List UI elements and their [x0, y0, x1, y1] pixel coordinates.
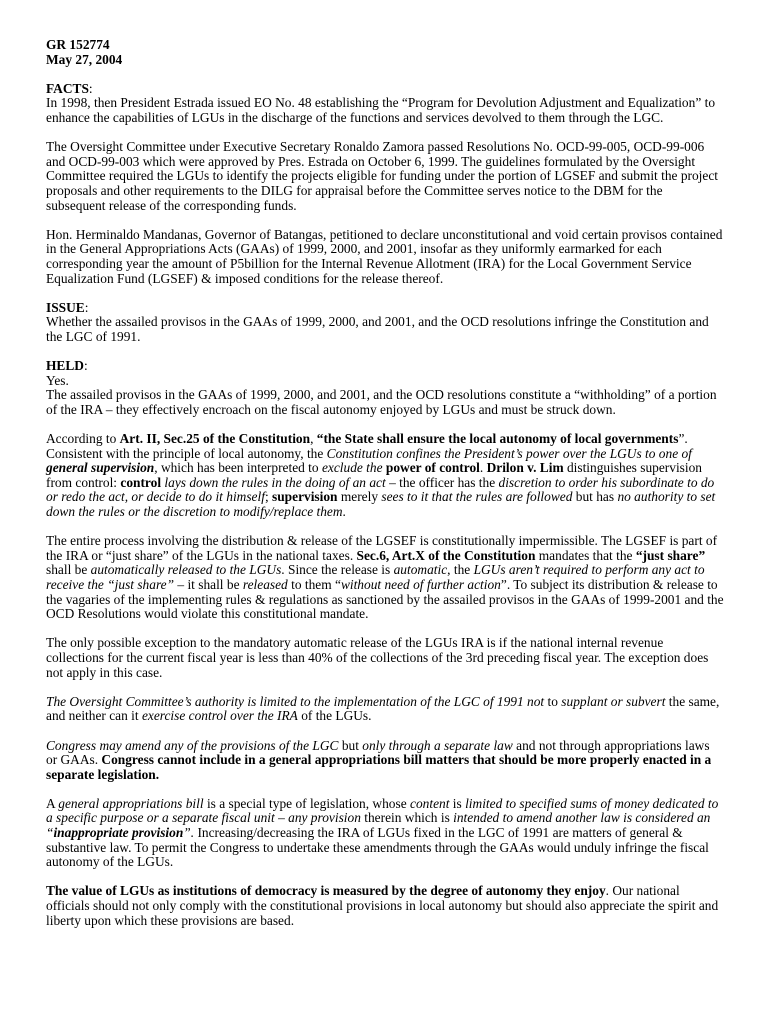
text-run: . Since the release is	[281, 562, 394, 578]
lgsef-paragraph	[46, 534, 724, 622]
italic-run: released	[242, 576, 288, 592]
held-colon: :	[83, 358, 88, 374]
text-run: ,	[310, 431, 317, 447]
text-run: to them “	[287, 576, 341, 592]
autonomy-quote: “the State shall ensure the local autonomy of local governments	[316, 431, 679, 447]
italic-run: LGUs aren’t required to perform any act to receive the “just share”	[46, 562, 705, 592]
appropriations-bill-paragraph	[46, 797, 724, 870]
italic-run: no authority to set down the rules or the discretion to modify/replace them	[46, 489, 716, 519]
italic-run: supplant or subvert	[561, 693, 666, 709]
text-run: ”. To subject its distribution & release to the vagaries of the implementing rules & regulations as sanctioned by the assailed provisos in the GAAs of 1999-2001 and the OCD Resolutions would violate this constitutional mandate.	[46, 576, 724, 622]
facts-label: FACTS	[46, 80, 89, 96]
text-run: and not through appropriations laws or GAAs.	[46, 737, 710, 768]
text-run: is	[449, 795, 466, 811]
text-run: to	[544, 693, 562, 709]
italic-run: without need of further action	[340, 576, 501, 592]
text-run: – it shall be	[174, 576, 243, 592]
italic-run: The Oversight Committee’s authority is limited to the implementation of the LGC of 1991 not	[46, 693, 545, 709]
bold-run: The value of LGUs as institutions of democracy is measured by the degree of autonomy they enjoy	[46, 883, 606, 899]
text-run: ”.	[678, 431, 688, 447]
issue-paragraph: Whether the assailed provisos in the GAAs of 1999, 2000, and 2001, and the OCD resolutions infringe the Constitution and the LGC of 1991.	[46, 314, 709, 344]
italic-run: content	[410, 795, 450, 811]
text-run: mandates that the	[535, 547, 636, 563]
text-run: but has	[572, 489, 618, 505]
italic-run: automatic	[393, 562, 448, 578]
text-run: shall be	[46, 562, 91, 578]
case-number: GR 152774	[46, 37, 110, 52]
text-run: merely	[337, 489, 382, 505]
value-paragraph	[46, 884, 724, 928]
text-run: ;	[264, 489, 273, 505]
control-term: control	[120, 474, 162, 490]
power-of-control-term: power of control	[385, 460, 480, 476]
case-citation: Drilon v. Lim	[486, 460, 564, 476]
text-run: The entire process involving the distribution & release of the LGSEF is constitutionally impermissible. The LGSEF is part of the IRA or “just share” of the LGUs in the national taxes.	[46, 533, 718, 563]
facts-heading	[46, 82, 724, 97]
text-run: is a special type of legislation, whose	[203, 795, 411, 811]
italic-run: Congress may amend any of the provisions of the LGC	[46, 737, 339, 753]
text-run: the same, and neither can it	[46, 693, 720, 724]
italic-run: intended to amend another law is considered an “	[46, 810, 711, 841]
facts-paragraph-1: In 1998, then President Estrada issued EO No. 48 establishing the “Program for Devolution Adjustment and Equalization” to enhance the capabilities of LGUs in the discharge of the functions and services devolved to them through the LGC.	[46, 95, 716, 125]
text-run: of the LGUs.	[297, 708, 372, 724]
text-run: . Our national officials should not only comply with the constitutional provisions in local autonomy but should also appreciate the spirit and liberty upon which these provisions are based.	[46, 883, 719, 928]
constitution-citation: Art. II, Sec.25 of the Constitution	[119, 431, 311, 447]
exception-paragraph: The only possible exception to the mandatory automatic release of the LGUs IRA is if the national internal revenue collections for the current fiscal year is less than 40% of the collections of the 3rd preceding fiscal year. The exception does not apply in this case.	[46, 635, 709, 680]
held-label: HELD	[46, 358, 84, 374]
text-run: A	[46, 795, 59, 811]
issue-heading	[46, 301, 724, 316]
italic-run: discretion to order his subordinate to do or redo the act, or decide to do it himself	[46, 474, 715, 505]
autonomy-paragraph	[46, 432, 724, 520]
general-supervision-term: general supervision	[46, 460, 155, 476]
italic-run: exercise control over the IRA	[141, 708, 298, 724]
held-paragraph: The assailed provisos in the GAAs of 1999, 2000, and 2001, and the OCD resolutions constitute a “withholding” of a portion of the IRA – they effectively encroach on the fiscal autonomy enjoyed by LGUs and must be struck down.	[46, 387, 717, 417]
supervision-term: supervision	[272, 489, 338, 505]
just-share-term: “just share”	[635, 547, 706, 563]
text-run: Increasing/decreasing the IRA of LGUs fixed in the LGC of 1991 are matters of general & substantive law. To permit the Congress to undertake these amendments through the GAAs would unduly infringe the fiscal autonomy of the LGUs.	[46, 825, 709, 870]
text-run: According to	[46, 431, 120, 447]
bold-run: Congress cannot include in a general appropriations bill matters that should be more properly enacted in a separate legislation.	[46, 752, 712, 782]
italic-run: only through a separate law	[362, 737, 513, 753]
issue-colon: :	[84, 299, 89, 315]
italic-run: lays down the rules in the doing of an act	[164, 474, 386, 490]
text-run: but	[338, 737, 363, 753]
italic-run: Constitution confines the President’s power over the LGUs to one of	[326, 445, 692, 461]
italic-run: general appropriations bill	[58, 795, 204, 811]
case-date: May 27, 2004	[46, 51, 123, 67]
text-run: .	[479, 460, 487, 476]
text-run: , which has been interpreted to	[154, 460, 322, 476]
constitution-citation: Sec.6, Art.X of the Constitution	[356, 547, 536, 563]
inappropriate-provision-term: inappropriate provision	[53, 825, 184, 841]
facts-paragraph-2: The Oversight Committee under Executive Secretary Ronaldo Zamora passed Resolutions No. OCD-99-005, OCD-99-006 and OCD-99-003 which were approved by Pres. Estrada on October 6, 1999. The guidelines formulated by the Oversight Committee required the LGUs to identify the projects eligible for funding under the portion of LGSEF and submit the project proposals and other requirements to the DILG for appraisal before the Committee serves notice to the DBM for the subsequent release of the corresponding funds.	[46, 139, 718, 213]
facts-paragraph-3: Hon. Herminaldo Mandanas, Governor of Batangas, petitioned to declare unconstitutional and void certain provisos contained in the General Appropriations Acts (GAAs) of 1999, 2000, and 2001, insofar as they uniformly earmarked for each corresponding year the amount of P5billion for the Internal Revenue Allotment (IRA) for the Local Government Service Equalization Fund (LGSEF) & imposed conditions for the release thereof.	[46, 226, 723, 286]
text-run: therein which is	[360, 810, 454, 826]
facts-colon: :	[88, 80, 93, 96]
held-heading	[46, 359, 724, 374]
text-run: – the officer has the	[385, 474, 499, 490]
congress-paragraph	[46, 739, 724, 783]
issue-label: ISSUE	[46, 299, 85, 315]
italic-run: exclude the	[321, 460, 386, 476]
text-run: , the	[447, 562, 474, 578]
text-run: distinguishes supervision from control:	[46, 460, 702, 490]
oversight-paragraph	[46, 695, 724, 724]
held-answer: Yes.	[46, 372, 69, 388]
italic-run: limited to specified sums of money dedicated to a specific purpose or a separate fiscal unit – any provision	[46, 795, 719, 826]
italic-run: sees to it that the rules are followed	[381, 489, 573, 505]
italic-run: automatically released to the LGUs	[90, 562, 282, 578]
text-run: Consistent with the principle of local autonomy, the	[46, 445, 327, 461]
italic-run: ”.	[183, 825, 195, 841]
text-run: .	[342, 504, 346, 519]
